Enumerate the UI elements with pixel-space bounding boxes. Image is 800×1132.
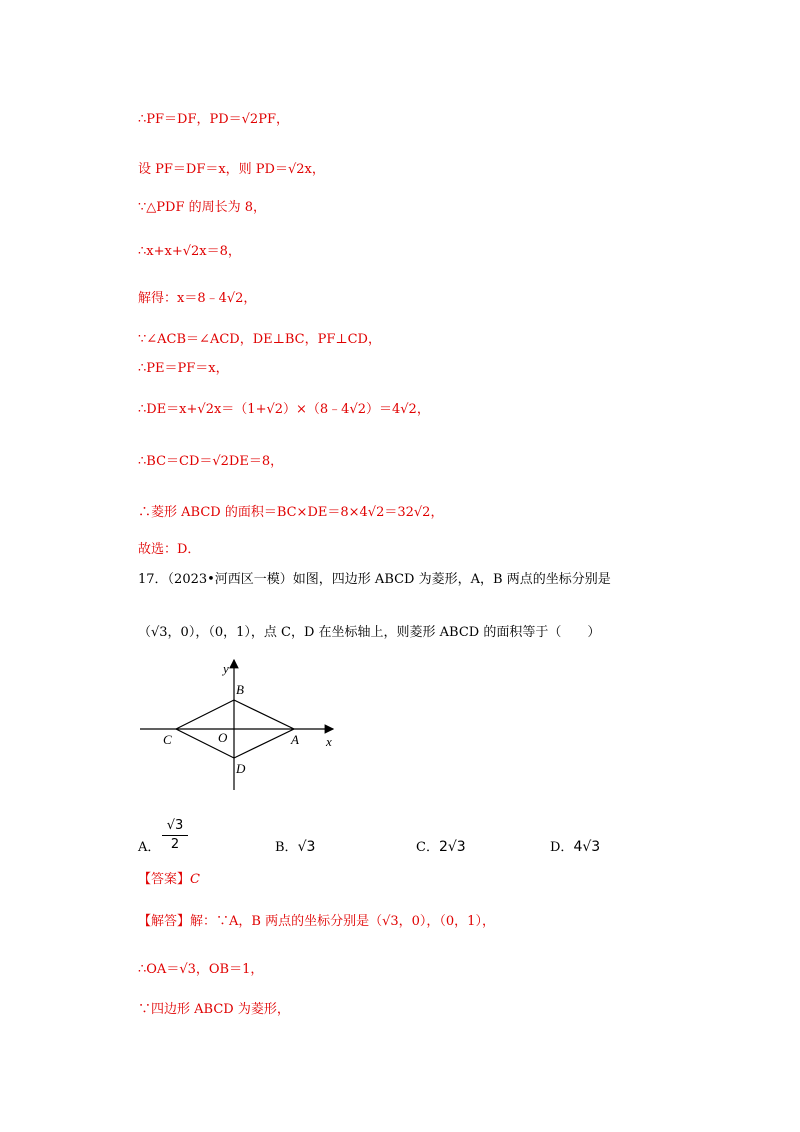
analysis-line-3: ∵四边形 ABCD 为菱形，	[138, 1002, 290, 1017]
question-text-1: （2023•河西区一模）如图，四边形 ABCD 为菱形，A，B 两点的坐标分别是	[167, 572, 611, 587]
label-y: y	[223, 661, 229, 676]
analysis-line-2: ∴OA＝√3，OB＝1，	[138, 962, 264, 977]
label-x: x	[326, 734, 332, 749]
option-a-value	[162, 817, 188, 854]
option-c-label: C．	[416, 840, 439, 855]
label-o: O	[218, 730, 228, 745]
solution-line-6: ∵∠ACB＝∠ACD，DE⊥BC，PF⊥CD，	[138, 332, 381, 347]
solution-line-4: ∴x+x+√2x＝8，	[138, 244, 241, 259]
label-c: C	[163, 732, 172, 747]
label-a: A	[291, 732, 299, 747]
option-b	[275, 836, 315, 855]
label-d: D	[236, 761, 246, 776]
answer-tag: 【答案】	[138, 872, 191, 887]
question-number: 17．	[138, 572, 168, 587]
solution-line-1: ∴PF＝DF，PD＝√2PF，	[138, 112, 289, 127]
analysis-line-1	[138, 912, 495, 932]
solution-line-7: ∴PE＝PF＝x，	[138, 361, 229, 376]
solution-line-8: ∴DE＝x+√2x＝（1+√2）×（8﹣4√2）＝4√2，	[138, 402, 430, 417]
solution-line-10: ∴菱形 ABCD 的面积＝BC×DE＝8×4√2＝32√2，	[138, 505, 444, 520]
option-a-denominator: 2	[170, 837, 180, 852]
question-line-1	[138, 570, 611, 590]
label-b: B	[236, 682, 244, 697]
option-c	[416, 836, 466, 855]
option-a-label: A．	[138, 840, 161, 855]
answer-value: C	[190, 872, 200, 887]
option-d-value: 4√3	[573, 839, 601, 855]
answer-line	[138, 870, 200, 890]
option-a-numerator: √3	[162, 817, 188, 836]
solution-line-3: ∵△PDF 的周长为 8，	[138, 200, 266, 215]
solution-line-11: 故选：D．	[138, 542, 201, 557]
option-b-label: B．	[275, 840, 298, 855]
rhombus-figure	[138, 655, 358, 795]
option-d-label: D．	[550, 840, 574, 855]
analysis-tag: 【解答】	[138, 914, 191, 929]
option-d	[550, 836, 600, 855]
option-b-value: √3	[297, 839, 316, 855]
option-c-value: 2√3	[438, 839, 466, 855]
solution-line-9: ∴BC＝CD＝√2DE＝8，	[138, 454, 284, 469]
analysis-text-1: 解：∵A，B 两点的坐标分别是（√3，0），（0，1），	[190, 914, 495, 929]
solution-line-2: 设 PF＝DF＝x，则 PD＝√2x，	[138, 162, 325, 177]
question-line-2: （√3，0），（0，1），点 C，D 在坐标轴上，则菱形 ABCD 的面积等于（ ）	[138, 625, 601, 640]
solution-line-5: 解得：x＝8﹣4√2，	[138, 291, 257, 306]
